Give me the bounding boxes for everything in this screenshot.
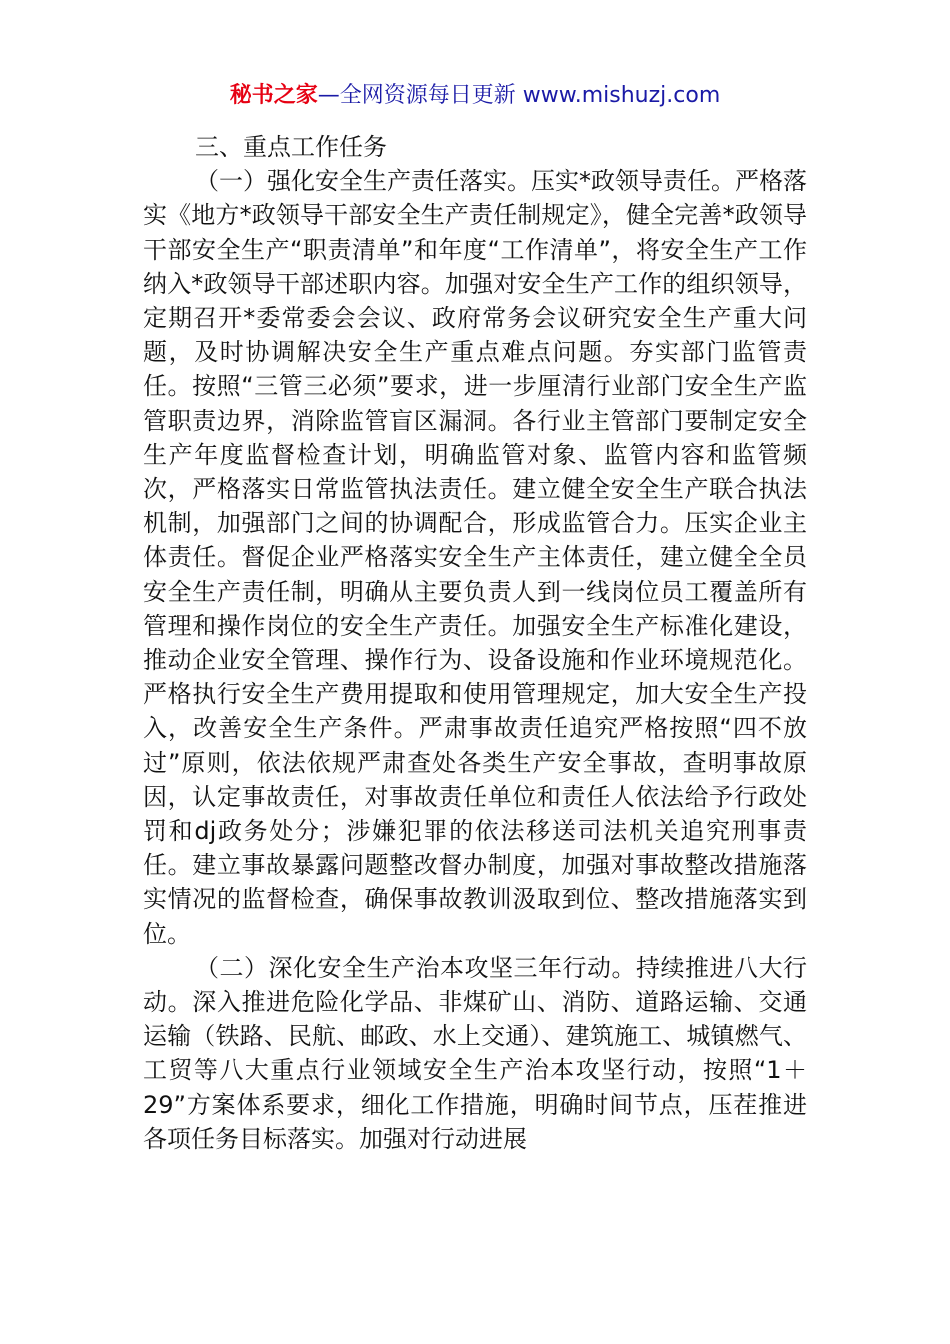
site-url-link[interactable]: www.mishuzj.com [522, 83, 721, 108]
section-heading: 三、重点工作任务 [195, 133, 387, 161]
site-header [0, 78, 950, 114]
header-tagline: —全网资源每日更新 [317, 83, 523, 108]
brand-name: 秘书之家 [229, 83, 318, 108]
paragraph-2: （二）深化安全生产治本攻坚三年行动。持续推进八大行动。深入推进危险化学品、非煤矿山、消防、道路运输、交通运输（铁路、民航、邮政、水上交通）、建筑施工、城镇燃气、工贸等八大重点行业领域安全生产治本攻坚行动，按照“1＋29”方案体系要求，细化工作措施，明确时间节点，压茬推进各项任务目标落实。加强对行动进展 [143, 953, 807, 1153]
document-body [143, 130, 807, 1156]
paragraph-1: （一）强化安全生产责任落实。压实*政领导责任。严格落实《地方*政领导干部安全生产责任制规定》，健全完善*政领导干部安全生产“职责清单”和年度“工作清单”，将安全生产工作纳入*政领导干部述职内容。加强对安全生产工作的组织领导，定期召开*委常委会会议、政府常务会议研究安全生产重大问题，及时协调解决安全生产重点难点问题。夯实部门监管责任。按照“三管三必须”要求，进一步厘清行业部门安全生产监管职责边界，消除监管盲区漏洞。各行业主管部门要制定安全生产年度监督检查计划，明确监管对象、监管内容和监管频次，严格落实日常监管执法责任。建立健全安全生产联合执法机制，加强部门之间的协调配合，形成监管合力。压实企业主体责任。督促企业严格落实安全生产主体责任，建立健全全员安全生产责任制，明确从主要负责人到一线岗位员工覆盖所有管理和操作岗位的安全生产责任。加强安全生产标准化建设，推动企业安全管理、操作行为、设备设施和作业环境规范化。严格执行安全生产费用提取和使用管理规定，加大安全生产投入，改善安全生产条件。严肃事故责任追究严格按照“四不放过”原则，依法依规严肃查处各类生产安全事故，查明事故原因，认定事故责任，对事故责任单位和责任人依法给予行政处罚和dj政务处分；涉嫌犯罪的依法移送司法机关追究刑事责任。建立事故暴露问题整改督办制度，加强对事故整改措施落实情况的监督检查，确保事故教训汲取到位、整改措施落实到位。 [143, 167, 807, 948]
